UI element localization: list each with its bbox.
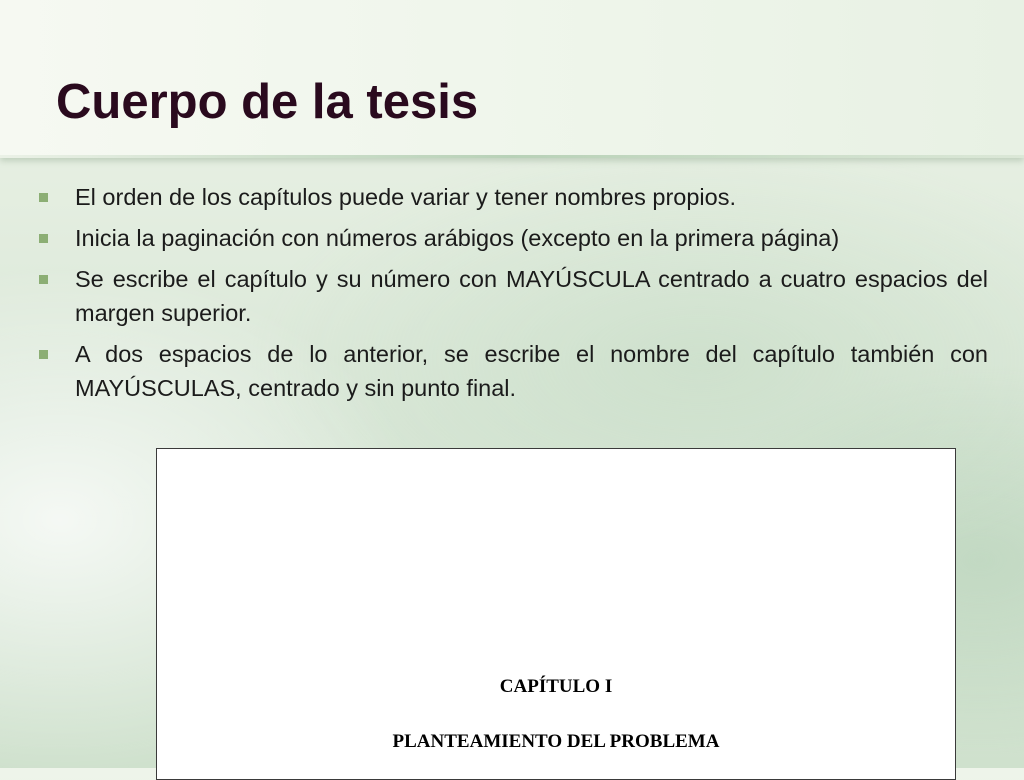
bullet-text: El orden de los capítulos puede variar y tener nombres propios. [75,184,736,210]
bullet-text: A dos espacios de lo anterior, se escribe el nombre del capítulo también con MAYÚSCULAS, centrado y sin punto final. [75,341,988,401]
bullet-item [36,180,988,214]
bullet-item [36,337,988,405]
bullet-list [36,180,988,412]
square-bullet-icon [39,350,48,359]
square-bullet-icon [39,193,48,202]
example-page [156,448,956,780]
slide-title: Cuerpo de la tesis [56,75,479,129]
square-bullet-icon [39,275,48,284]
bullet-text: Inicia la paginación con números arábigos (excepto en la primera página) [75,225,840,251]
square-bullet-icon [39,234,48,243]
bullet-item [36,221,988,255]
chapter-name: PLANTEAMIENTO DEL PROBLEMA [392,731,720,752]
bullet-text: Se escribe el capítulo y su número con MAYÚSCULA centrado a cuatro espacios del margen superior. [75,266,988,326]
title-band [0,0,1024,158]
chapter-heading: CAPÍTULO I [499,676,613,697]
bullet-item [36,262,988,330]
